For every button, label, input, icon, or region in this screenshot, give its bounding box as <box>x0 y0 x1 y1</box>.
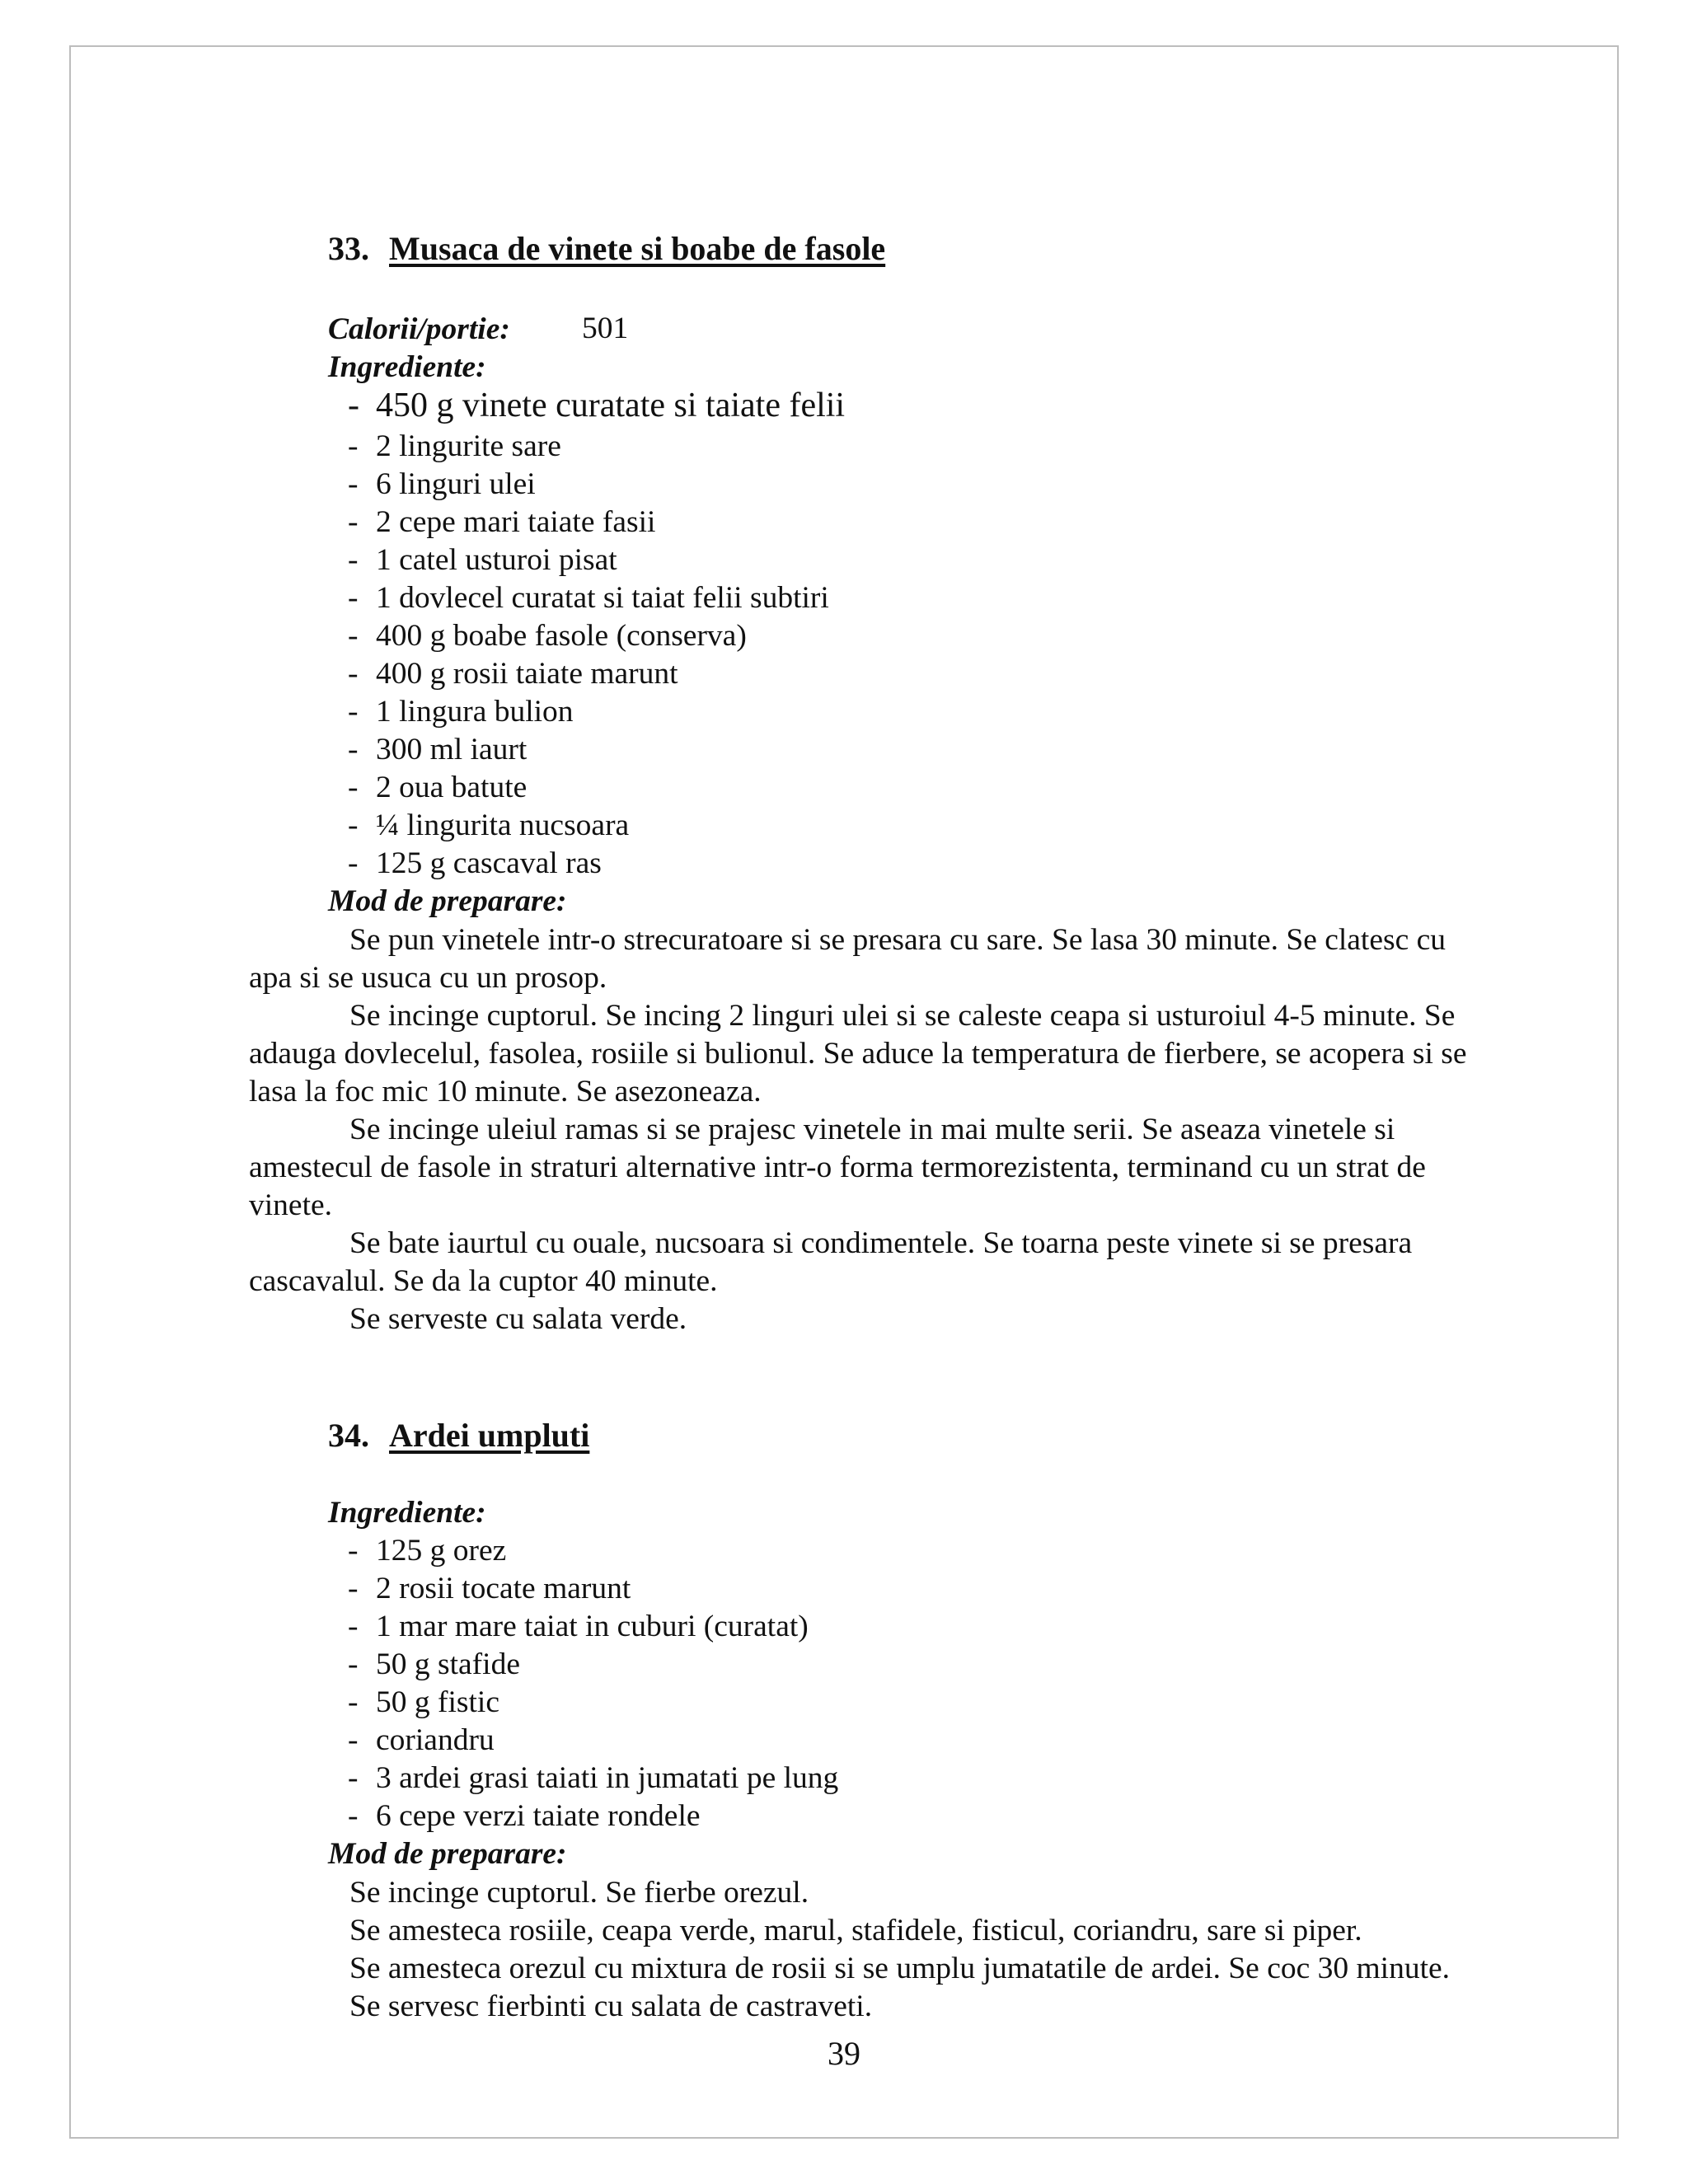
recipe-heading <box>328 229 885 268</box>
method-line: lasa la foc mic 10 minute. Se asezoneaza. <box>249 1075 762 1108</box>
ingredient-item: - 2 lingurite sare <box>348 429 561 463</box>
recipe-number: 34. <box>328 1417 369 1454</box>
calories-label: Calorii/portie: <box>328 312 510 346</box>
method-label: Mod de preparare: <box>328 884 567 918</box>
ingredient-item: - coriandru <box>348 1723 495 1757</box>
method-line: Se pun vinetele intr-o strecuratoare si se presara cu sare. Se lasa 30 minute. Se clatesc cu <box>349 923 1446 957</box>
ingredient-item: - 300 ml iaurt <box>348 733 528 766</box>
ingredients-label: Ingrediente: <box>328 1496 486 1530</box>
recipe-number: 33. <box>328 230 369 267</box>
ingredient-item: - 6 cepe verzi taiate rondele <box>348 1799 701 1833</box>
ingredient-item: - 1 dovlecel curatat si taiat felii subtiri <box>348 581 829 615</box>
ingredient-item: - ¼ lingurita nucsoara <box>348 808 630 842</box>
ingredient-item: - 400 g boabe fasole (conserva) <box>348 619 747 653</box>
ingredient-item: - 2 cepe mari taiate fasii <box>348 505 656 539</box>
calories-value: 501 <box>582 312 629 345</box>
ingredient-item: - 2 oua batute <box>348 771 528 804</box>
recipe-title: Musaca de vinete si boabe de fasole <box>389 230 886 267</box>
method-line: Se incinge uleiul ramas si se prajesc vinetele in mai multe serii. Se aseaza vinetele si <box>349 1113 1395 1146</box>
method-line: Se incinge cuptorul. Se incing 2 linguri ulei si se caleste ceapa si usturoiul 4-5 minute. Se <box>349 999 1456 1033</box>
ingredient-item: - 125 g cascaval ras <box>348 846 602 880</box>
method-line: Se bate iaurtul cu ouale, nucsoara si condimentele. Se toarna peste vinete si se presara <box>349 1226 1413 1260</box>
ingredient-item: - 1 mar mare taiat in cuburi (curatat) <box>348 1610 809 1643</box>
method-paragraph <box>349 1874 1668 2026</box>
ingredient-item: - 1 lingura bulion <box>348 695 574 729</box>
recipe-title: Ardei umpluti <box>389 1417 590 1454</box>
ingredients-label: Ingrediente: <box>328 350 486 384</box>
recipe-heading <box>328 1416 589 1455</box>
method-line: Se incinge cuptorul. Se fierbe orezul. <box>349 1876 809 1910</box>
method-line: Se servesc fierbinti cu salata de castraveti. <box>349 1990 873 2023</box>
ingredient-item: - 3 ardei grasi taiati in jumatati pe lung <box>348 1761 839 1795</box>
method-paragraph <box>249 921 1568 1338</box>
method-line: adauga dovlecelul, fasolea, rosiile si bulionul. Se aduce la temperatura de fierbere, se acopera si se <box>249 1037 1467 1071</box>
method-line: vinete. <box>249 1188 333 1222</box>
method-line: Se amesteca rosiile, ceapa verde, marul, stafidele, fisticul, coriandru, sare si piper. <box>349 1914 1362 1947</box>
method-line: cascavalul. Se da la cuptor 40 minute. <box>249 1264 718 1298</box>
ingredient-item: - 50 g stafide <box>348 1647 520 1681</box>
ingredient-item: - 50 g fistic <box>348 1685 499 1719</box>
ingredient-item: - 125 g orez <box>348 1534 507 1568</box>
ingredient-item: - 1 catel usturoi pisat <box>348 543 617 577</box>
ingredient-item: - 2 rosii tocate marunt <box>348 1572 631 1605</box>
method-line: Se serveste cu salata verde. <box>349 1302 687 1336</box>
method-label: Mod de preparare: <box>328 1837 567 1871</box>
ingredient-item: - 400 g rosii taiate marunt <box>348 657 678 691</box>
method-line: Se amesteca orezul cu mixtura de rosii si se umplu jumatatile de ardei. Se coc 30 minute. <box>349 1952 1451 1985</box>
page-number: 39 <box>828 2035 860 2072</box>
ingredient-item: - 450 g vinete curatate si taiate felii <box>348 387 846 424</box>
ingredient-item: - 6 linguri ulei <box>348 467 536 501</box>
method-line: amestecul de fasole in straturi alternative intr-o forma termorezistenta, terminand cu un strat de <box>249 1151 1426 1184</box>
method-line: apa si se usuca cu un prosop. <box>249 961 607 995</box>
